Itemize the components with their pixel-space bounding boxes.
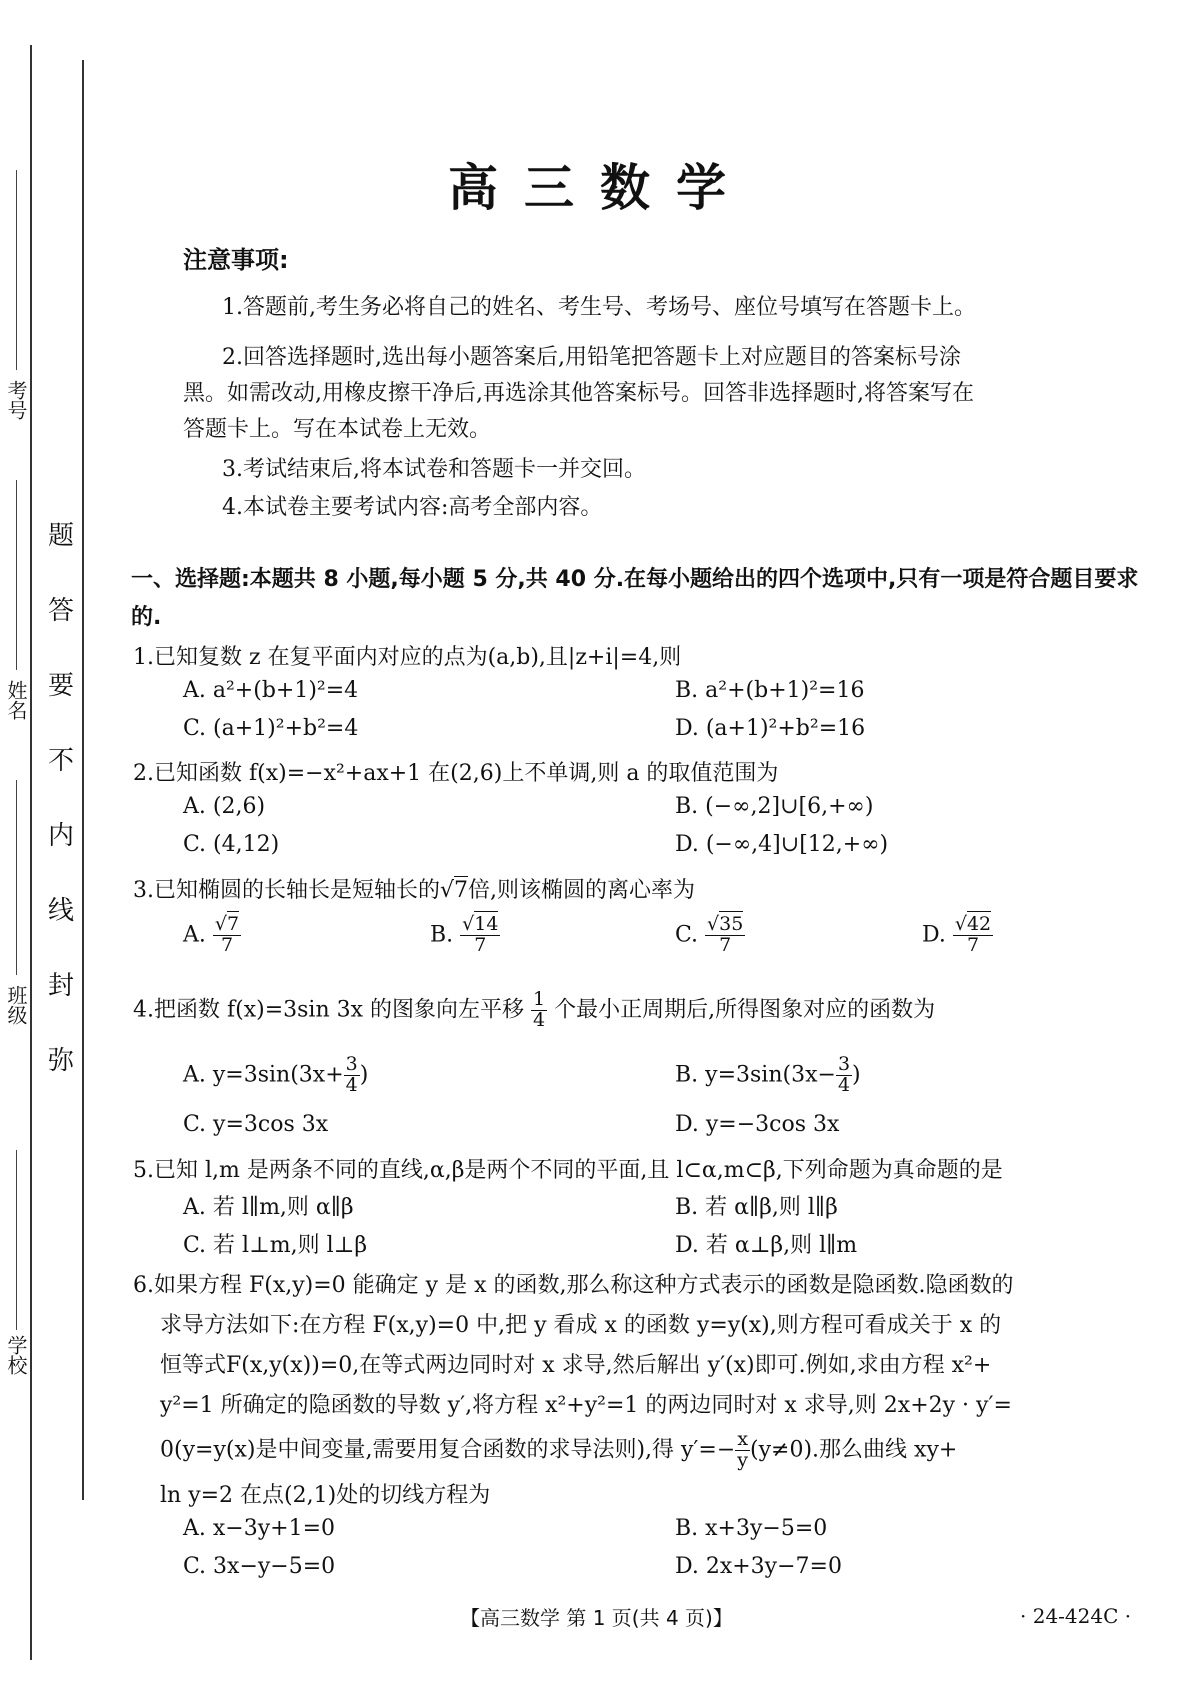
margin-label-class: 班级: [4, 985, 28, 1025]
q5-option-c: C. 若 l⊥m,则 l⊥β: [183, 1233, 368, 1258]
q1-stem: 1.已知复数 z 在复平面内对应的点为(a,b),且|z+i|=4,则: [133, 645, 682, 670]
q4-option-c: C. y=3cos 3x: [183, 1112, 329, 1137]
seal-char: 答: [48, 596, 75, 626]
q4-stem-post: 个最小正周期后,所得图象对应的函数为: [554, 997, 936, 1023]
option-label: B.: [430, 922, 454, 948]
q5-option-a: A. 若 l∥m,则 α∥β: [183, 1195, 354, 1220]
fraction: $\frac{√35}{7}$: [707, 913, 744, 956]
margin-label-name: 姓名: [4, 680, 28, 720]
q1-option-d: D. (a+1)²+b²=16: [675, 716, 866, 741]
q5-option-d: D. 若 α⊥β,则 l∥m: [675, 1233, 858, 1258]
q6-line5: 0(y=y(x)是中间变量,需要用复合函数的求导法则),得 y′=− $\frac{x}{y}$ (y≠0).那么曲线 xy+: [160, 1428, 958, 1471]
notice-item-3: 3.考试结束后,将本试卷和答题卡一并交回。: [222, 457, 646, 482]
q6-option-d: D. 2x+3y−7=0: [675, 1554, 842, 1579]
q4-option-d: D. y=−3cos 3x: [675, 1112, 840, 1137]
q2-option-c: C. (4,12): [183, 832, 280, 857]
q6-line3: 恒等式F(x,y(x))=0,在等式两边同时对 x 求导,然后解出 y′(x)即可.例如,求由方程 x²+: [160, 1353, 992, 1378]
notice-item-1: 1.答题前,考生务必将自己的姓名、考生号、考场号、座位号填写在答题卡上。: [222, 295, 976, 320]
notice-item-2-line2: 黑。如需改动,用橡皮擦干净后,再选涂其他答案标号。回答非选择题时,将答案写在: [183, 381, 974, 406]
option-label: D.: [922, 922, 946, 948]
margin-label-school: 学校: [4, 1335, 28, 1375]
q6-option-c: C. 3x−y−5=0: [183, 1554, 336, 1579]
q3-stem-pre: 3.已知椭圆的长轴长是短轴长的: [133, 878, 440, 903]
notice-item-2-line1: 2.回答选择题时,选出每小题答案后,用铅笔把答题卡上对应题目的答案标号涂: [222, 345, 961, 370]
q4-option-b: B. y=3sin(3x− $\frac{3}{4}$ ): [675, 1053, 861, 1096]
seal-char: 线: [48, 896, 75, 926]
margin-label-id: 考号: [4, 380, 28, 420]
numerator: 7: [227, 913, 240, 935]
name-blank: [16, 480, 17, 670]
q6-option-a: A. x−3y+1=0: [183, 1516, 336, 1541]
notice-heading: 注意事项:: [183, 246, 289, 274]
q2-option-b: B. (−∞,2]∪[6,+∞): [675, 794, 874, 819]
q3-option-c: [675, 915, 745, 956]
seal-char: 不: [48, 746, 75, 776]
denominator: 7: [220, 933, 234, 956]
q3-option-d: [922, 915, 993, 956]
q2-stem: 2.已知函数 f(x)=−x²+ax+1 在(2,6)上不单调,则 a 的取值范围为: [133, 761, 779, 786]
q6-line6: ln y=2 在点(2,1)处的切线方程为: [160, 1483, 491, 1508]
numerator: 35: [719, 913, 744, 935]
q3-stem: [133, 873, 695, 904]
q5-stem: 5.已知 l,m 是两条不同的直线,α,β是两个不同的平面,且 l⊂α,m⊂β,下列命题为真命题的是: [133, 1158, 1003, 1183]
q1-option-c: C. (a+1)²+b²=4: [183, 716, 359, 741]
fraction: $\frac{√14}{7}$: [462, 913, 499, 956]
denominator: 7: [966, 933, 980, 956]
q6-line2: 求导方法如下:在方程 F(x,y)=0 中,把 y 看成 x 的函数 y=y(x),则方程可看成关于 x 的: [160, 1313, 1002, 1338]
q4-stem-pre: 4.把函数 f(x)=3sin 3x 的图象向左平移: [133, 997, 525, 1023]
q6-line4: y²=1 所确定的隐函数的导数 y′,将方程 x²+y²=1 的两边同时对 x 求导,则 2x+2y · y′=: [160, 1393, 1012, 1418]
fraction: $\frac{3}{4}$: [837, 1053, 851, 1096]
numerator: 14: [474, 913, 499, 935]
q4-option-a: A. y=3sin(3x+ $\frac{3}{4}$ ): [183, 1053, 369, 1096]
q3-stem-post: 倍,则该椭圆的离心率为: [468, 878, 696, 903]
page-footer: 【高三数学 第 1 页(共 4 页)】: [460, 1606, 733, 1630]
page-title: 高三数学: [448, 159, 752, 217]
seal-char: 封: [48, 971, 75, 1001]
exam-code: · 24-424C ·: [1020, 1604, 1132, 1628]
q6-line1: 6.如果方程 F(x,y)=0 能确定 y 是 x 的函数,那么称这种方式表示的函数是隐函数.隐函数的: [133, 1273, 1014, 1298]
q3-option-b: [430, 915, 500, 956]
seal-char: 内: [48, 821, 75, 851]
fraction: $\frac{x}{y}$: [737, 1428, 749, 1471]
q6-option-b: B. x+3y−5=0: [675, 1516, 828, 1541]
q3-option-a: [183, 915, 241, 956]
q2-option-a: A. (2,6): [183, 794, 266, 819]
q5-option-b: B. 若 α∥β,则 l∥β: [675, 1195, 838, 1220]
q1-option-b: B. a²+(b+1)²=16: [675, 678, 865, 703]
numerator: 42: [966, 913, 992, 935]
fraction: $\frac{√7}{7}$: [214, 913, 240, 956]
fraction: $\frac{3}{4}$: [345, 1053, 358, 1096]
notice-item-2-line3: 答题卡上。写在本试卷上无效。: [183, 417, 492, 442]
option-label: C.: [675, 922, 699, 948]
denominator: 7: [719, 933, 732, 956]
section-heading: 一、选择题:本题共 8 小题,每小题 5 分,共 40 分.在每小题给出的四个选项中,只有一项是符合题目要求的.: [131, 567, 1139, 630]
seal-char: 弥: [48, 1046, 75, 1076]
denominator: 7: [474, 933, 487, 956]
q1-option-a: A. a²+(b+1)²=4: [183, 678, 359, 703]
q4-stem: [133, 990, 935, 1031]
school-blank: [16, 1150, 17, 1330]
q2-option-d: D. (−∞,4]∪[12,+∞): [675, 832, 889, 857]
fraction: $\frac{√42}{7}$: [954, 913, 992, 956]
sqrt-sign: √: [440, 878, 455, 903]
seal-char: 题: [48, 521, 75, 551]
fraction: $\frac{1}{4}$: [533, 988, 546, 1031]
seal-char: 要: [48, 671, 75, 701]
binding-line-inner: [82, 60, 84, 1500]
q3-stem-root: 7: [454, 878, 469, 903]
notice-item-4: 4.本试卷主要考试内容:高考全部内容。: [222, 495, 603, 520]
option-label: A.: [183, 922, 206, 948]
binding-line-outer: [30, 45, 32, 1660]
class-blank: [16, 780, 17, 975]
